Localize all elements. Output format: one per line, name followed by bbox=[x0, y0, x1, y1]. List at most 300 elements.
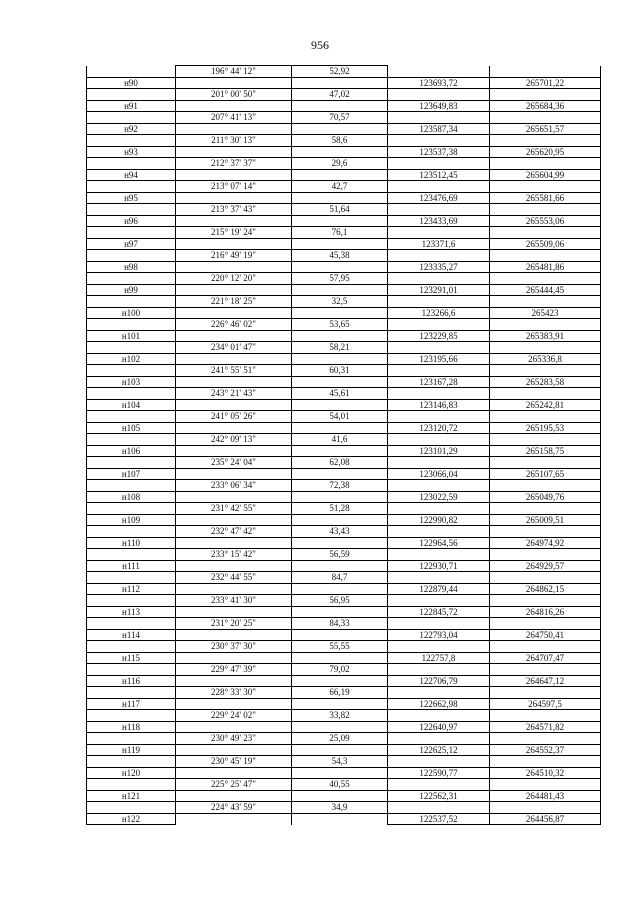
point-cell bbox=[87, 89, 176, 101]
x-coordinate-cell: 123291,01 bbox=[388, 284, 490, 296]
angle-cell bbox=[176, 307, 292, 319]
distance-cell: 55,55 bbox=[292, 641, 388, 653]
distance-cell: 57,95 bbox=[292, 273, 388, 285]
point-row bbox=[87, 330, 601, 342]
y-coordinate-cell bbox=[490, 595, 601, 607]
angle-cell bbox=[176, 606, 292, 618]
point-row bbox=[87, 629, 601, 641]
x-coordinate-cell bbox=[388, 618, 490, 630]
point-row bbox=[87, 215, 601, 227]
point-cell bbox=[87, 158, 176, 170]
segment-row bbox=[87, 388, 601, 400]
y-coordinate-cell bbox=[490, 641, 601, 653]
segment-row bbox=[87, 733, 601, 745]
point-cell: н91 bbox=[87, 100, 176, 112]
x-coordinate-cell: 123587,34 bbox=[388, 123, 490, 135]
x-coordinate-cell: 122537,52 bbox=[388, 813, 490, 825]
point-cell bbox=[87, 135, 176, 147]
segment-row bbox=[87, 802, 601, 814]
distance-cell: 56,59 bbox=[292, 549, 388, 561]
distance-cell: 45,61 bbox=[292, 388, 388, 400]
point-row bbox=[87, 606, 601, 618]
point-row bbox=[87, 537, 601, 549]
point-cell: н117 bbox=[87, 698, 176, 710]
x-coordinate-cell: 122930,71 bbox=[388, 560, 490, 572]
distance-cell bbox=[292, 307, 388, 319]
y-coordinate-cell bbox=[490, 365, 601, 377]
angle-cell bbox=[176, 215, 292, 227]
point-row bbox=[87, 468, 601, 480]
x-coordinate-cell bbox=[388, 204, 490, 216]
angle-cell: 243° 21' 43" bbox=[176, 388, 292, 400]
point-row bbox=[87, 169, 601, 181]
point-row bbox=[87, 767, 601, 779]
point-cell: н116 bbox=[87, 675, 176, 687]
angle-cell bbox=[176, 698, 292, 710]
distance-cell: 51,64 bbox=[292, 204, 388, 216]
y-coordinate-cell: 264862,15 bbox=[490, 583, 601, 595]
angle-cell: 233° 06' 34" bbox=[176, 480, 292, 492]
angle-cell: 221° 18' 25" bbox=[176, 296, 292, 308]
angle-cell bbox=[176, 790, 292, 802]
angle-cell bbox=[176, 261, 292, 273]
segment-row bbox=[87, 595, 601, 607]
coordinates-table bbox=[86, 65, 601, 825]
distance-cell bbox=[292, 675, 388, 687]
point-cell: н99 bbox=[87, 284, 176, 296]
segment-row bbox=[87, 135, 601, 147]
x-coordinate-cell: 123167,28 bbox=[388, 376, 490, 388]
segment-row bbox=[87, 480, 601, 492]
angle-cell bbox=[176, 238, 292, 250]
point-cell bbox=[87, 250, 176, 262]
segment-row bbox=[87, 158, 601, 170]
y-coordinate-cell: 265553,06 bbox=[490, 215, 601, 227]
angle-cell: 230° 49' 23" bbox=[176, 733, 292, 745]
point-cell bbox=[87, 595, 176, 607]
point-cell: н100 bbox=[87, 307, 176, 319]
y-coordinate-cell bbox=[490, 618, 601, 630]
angle-cell bbox=[176, 652, 292, 664]
y-coordinate-cell bbox=[490, 733, 601, 745]
point-row bbox=[87, 583, 601, 595]
point-row bbox=[87, 445, 601, 457]
x-coordinate-cell bbox=[388, 434, 490, 446]
x-coordinate-cell bbox=[388, 480, 490, 492]
y-coordinate-cell: 265701,22 bbox=[490, 77, 601, 89]
point-cell: н95 bbox=[87, 192, 176, 204]
x-coordinate-cell bbox=[388, 250, 490, 262]
point-cell bbox=[87, 572, 176, 584]
y-coordinate-cell: 264974,92 bbox=[490, 537, 601, 549]
distance-cell: 54,01 bbox=[292, 411, 388, 423]
point-cell: н90 bbox=[87, 77, 176, 89]
angle-cell: 213° 37' 43" bbox=[176, 204, 292, 216]
distance-cell bbox=[292, 422, 388, 434]
distance-cell bbox=[292, 169, 388, 181]
point-cell bbox=[87, 779, 176, 791]
x-coordinate-cell bbox=[388, 664, 490, 676]
y-coordinate-cell bbox=[490, 779, 601, 791]
point-cell: н98 bbox=[87, 261, 176, 273]
x-coordinate-cell bbox=[388, 112, 490, 124]
distance-cell: 42,7 bbox=[292, 181, 388, 193]
distance-cell: 60,31 bbox=[292, 365, 388, 377]
segment-row bbox=[87, 687, 601, 699]
x-coordinate-cell: 123512,45 bbox=[388, 169, 490, 181]
angle-cell bbox=[176, 629, 292, 641]
y-coordinate-cell bbox=[490, 158, 601, 170]
x-coordinate-cell bbox=[388, 710, 490, 722]
x-coordinate-cell bbox=[388, 549, 490, 561]
y-coordinate-cell: 264750,41 bbox=[490, 629, 601, 641]
point-cell bbox=[87, 181, 176, 193]
point-row bbox=[87, 284, 601, 296]
point-cell bbox=[87, 618, 176, 630]
segment-row bbox=[87, 250, 601, 262]
segment-row bbox=[87, 89, 601, 101]
distance-cell: 40,55 bbox=[292, 779, 388, 791]
distance-cell bbox=[292, 284, 388, 296]
x-coordinate-cell: 123120,72 bbox=[388, 422, 490, 434]
point-cell bbox=[87, 365, 176, 377]
y-coordinate-cell bbox=[490, 480, 601, 492]
y-coordinate-cell: 265423 bbox=[490, 307, 601, 319]
y-coordinate-cell: 265283,58 bbox=[490, 376, 601, 388]
point-cell bbox=[87, 296, 176, 308]
segment-row bbox=[87, 779, 601, 791]
point-row bbox=[87, 146, 601, 158]
y-coordinate-cell bbox=[490, 710, 601, 722]
angle-cell: 201° 00' 50" bbox=[176, 89, 292, 101]
y-coordinate-cell bbox=[490, 135, 601, 147]
angle-cell bbox=[176, 537, 292, 549]
x-coordinate-cell bbox=[388, 365, 490, 377]
angle-cell bbox=[176, 169, 292, 181]
point-cell: н102 bbox=[87, 353, 176, 365]
x-coordinate-cell: 122625,12 bbox=[388, 744, 490, 756]
distance-cell: 66,19 bbox=[292, 687, 388, 699]
segment-row bbox=[87, 526, 601, 538]
x-coordinate-cell bbox=[388, 503, 490, 515]
point-row bbox=[87, 675, 601, 687]
distance-cell bbox=[292, 77, 388, 89]
y-coordinate-cell bbox=[490, 503, 601, 515]
point-cell: н104 bbox=[87, 399, 176, 411]
angle-cell bbox=[176, 353, 292, 365]
x-coordinate-cell bbox=[388, 273, 490, 285]
x-coordinate-cell bbox=[388, 411, 490, 423]
y-coordinate-cell: 265383,91 bbox=[490, 330, 601, 342]
point-row bbox=[87, 491, 601, 503]
point-row bbox=[87, 353, 601, 365]
y-coordinate-cell bbox=[490, 526, 601, 538]
point-cell bbox=[87, 710, 176, 722]
distance-cell bbox=[292, 721, 388, 733]
angle-cell: 224° 43' 59" bbox=[176, 802, 292, 814]
x-coordinate-cell: 122845,72 bbox=[388, 606, 490, 618]
x-coordinate-cell: 122640,97 bbox=[388, 721, 490, 733]
distance-cell: 43,43 bbox=[292, 526, 388, 538]
y-coordinate-cell bbox=[490, 388, 601, 400]
x-coordinate-cell bbox=[388, 733, 490, 745]
x-coordinate-cell: 123537,38 bbox=[388, 146, 490, 158]
distance-cell bbox=[292, 537, 388, 549]
distance-cell bbox=[292, 330, 388, 342]
point-cell bbox=[87, 434, 176, 446]
distance-cell bbox=[292, 583, 388, 595]
point-cell: н113 bbox=[87, 606, 176, 618]
angle-cell bbox=[176, 123, 292, 135]
point-row bbox=[87, 261, 601, 273]
segment-row bbox=[87, 342, 601, 354]
point-cell bbox=[87, 526, 176, 538]
angle-cell bbox=[176, 560, 292, 572]
distance-cell bbox=[292, 514, 388, 526]
x-coordinate-cell: 123195,66 bbox=[388, 353, 490, 365]
point-row bbox=[87, 721, 601, 733]
angle-cell: 232° 47' 42" bbox=[176, 526, 292, 538]
x-coordinate-cell: 123066,04 bbox=[388, 468, 490, 480]
x-coordinate-cell: 123146,83 bbox=[388, 399, 490, 411]
point-cell bbox=[87, 641, 176, 653]
point-cell: н108 bbox=[87, 491, 176, 503]
y-coordinate-cell bbox=[490, 181, 601, 193]
distance-cell: 56,95 bbox=[292, 595, 388, 607]
angle-cell bbox=[176, 813, 292, 825]
x-coordinate-cell bbox=[388, 227, 490, 239]
point-row bbox=[87, 376, 601, 388]
y-coordinate-cell: 264510,32 bbox=[490, 767, 601, 779]
point-cell bbox=[87, 342, 176, 354]
x-coordinate-cell bbox=[388, 89, 490, 101]
point-row bbox=[87, 192, 601, 204]
angle-cell: 231° 20' 25" bbox=[176, 618, 292, 630]
angle-cell: 229° 24' 02" bbox=[176, 710, 292, 722]
x-coordinate-cell: 123649,83 bbox=[388, 100, 490, 112]
distance-cell: 25,09 bbox=[292, 733, 388, 745]
angle-cell: 226° 46' 02" bbox=[176, 319, 292, 331]
point-cell: н118 bbox=[87, 721, 176, 733]
point-cell: н101 bbox=[87, 330, 176, 342]
point-row bbox=[87, 744, 601, 756]
y-coordinate-cell: 264597,5 bbox=[490, 698, 601, 710]
angle-cell bbox=[176, 468, 292, 480]
segment-row bbox=[87, 503, 601, 515]
angle-cell bbox=[176, 330, 292, 342]
coordinates-table-body bbox=[87, 66, 601, 825]
x-coordinate-cell bbox=[388, 595, 490, 607]
x-coordinate-cell: 122562,31 bbox=[388, 790, 490, 802]
distance-cell: 54,3 bbox=[292, 756, 388, 768]
y-coordinate-cell: 265195,53 bbox=[490, 422, 601, 434]
x-coordinate-cell bbox=[388, 687, 490, 699]
distance-cell bbox=[292, 445, 388, 457]
angle-cell: 233° 15' 42" bbox=[176, 549, 292, 561]
point-cell: н105 bbox=[87, 422, 176, 434]
distance-cell bbox=[292, 123, 388, 135]
distance-cell: 32,5 bbox=[292, 296, 388, 308]
y-coordinate-cell: 264456,87 bbox=[490, 813, 601, 825]
angle-cell: 215° 19' 24" bbox=[176, 227, 292, 239]
y-coordinate-cell: 264647,12 bbox=[490, 675, 601, 687]
distance-cell: 76,1 bbox=[292, 227, 388, 239]
point-cell bbox=[87, 227, 176, 239]
angle-cell bbox=[176, 491, 292, 503]
segment-row bbox=[87, 618, 601, 630]
x-coordinate-cell: 123229,85 bbox=[388, 330, 490, 342]
angle-cell bbox=[176, 192, 292, 204]
x-coordinate-cell: 123335,27 bbox=[388, 261, 490, 273]
distance-cell bbox=[292, 192, 388, 204]
point-cell bbox=[87, 388, 176, 400]
angle-cell bbox=[176, 100, 292, 112]
distance-cell: 41,6 bbox=[292, 434, 388, 446]
x-coordinate-cell: 122964,56 bbox=[388, 537, 490, 549]
x-coordinate-cell: 122706,79 bbox=[388, 675, 490, 687]
point-cell bbox=[87, 802, 176, 814]
y-coordinate-cell bbox=[490, 457, 601, 469]
distance-cell bbox=[292, 376, 388, 388]
distance-cell bbox=[292, 468, 388, 480]
segment-row bbox=[87, 664, 601, 676]
y-coordinate-cell: 264816,26 bbox=[490, 606, 601, 618]
angle-cell bbox=[176, 422, 292, 434]
angle-cell bbox=[176, 284, 292, 296]
y-coordinate-cell bbox=[490, 687, 601, 699]
x-coordinate-cell bbox=[388, 756, 490, 768]
y-coordinate-cell: 265620,95 bbox=[490, 146, 601, 158]
point-row bbox=[87, 238, 601, 250]
x-coordinate-cell: 123266,6 bbox=[388, 307, 490, 319]
point-cell: н106 bbox=[87, 445, 176, 457]
distance-cell: 84,33 bbox=[292, 618, 388, 630]
y-coordinate-cell: 265444,45 bbox=[490, 284, 601, 296]
x-coordinate-cell: 123101,29 bbox=[388, 445, 490, 457]
point-cell bbox=[87, 549, 176, 561]
distance-cell: 79,02 bbox=[292, 664, 388, 676]
point-row bbox=[87, 399, 601, 411]
segment-row bbox=[87, 572, 601, 584]
distance-cell: 62,08 bbox=[292, 457, 388, 469]
y-coordinate-cell: 264571,82 bbox=[490, 721, 601, 733]
segment-row bbox=[87, 411, 601, 423]
y-coordinate-cell: 265242,81 bbox=[490, 399, 601, 411]
point-row bbox=[87, 698, 601, 710]
x-coordinate-cell: 123476,69 bbox=[388, 192, 490, 204]
point-row bbox=[87, 560, 601, 572]
point-cell bbox=[87, 687, 176, 699]
point-cell: н96 bbox=[87, 215, 176, 227]
x-coordinate-cell bbox=[388, 66, 490, 78]
angle-cell: 225° 25' 47" bbox=[176, 779, 292, 791]
y-coordinate-cell bbox=[490, 756, 601, 768]
y-coordinate-cell bbox=[490, 572, 601, 584]
point-cell: н111 bbox=[87, 560, 176, 572]
angle-cell: 230° 37' 30" bbox=[176, 641, 292, 653]
distance-cell bbox=[292, 767, 388, 779]
point-cell: н97 bbox=[87, 238, 176, 250]
y-coordinate-cell bbox=[490, 319, 601, 331]
segment-row bbox=[87, 457, 601, 469]
y-coordinate-cell bbox=[490, 66, 601, 78]
distance-cell: 52,92 bbox=[292, 66, 388, 78]
x-coordinate-cell bbox=[388, 135, 490, 147]
segment-row bbox=[87, 66, 601, 78]
point-row bbox=[87, 307, 601, 319]
angle-cell: 207° 41' 13" bbox=[176, 112, 292, 124]
distance-cell bbox=[292, 491, 388, 503]
distance-cell bbox=[292, 698, 388, 710]
segment-row bbox=[87, 112, 601, 124]
distance-cell bbox=[292, 353, 388, 365]
angle-cell bbox=[176, 77, 292, 89]
point-cell: н121 bbox=[87, 790, 176, 802]
angle-cell: 220° 12' 20" bbox=[176, 273, 292, 285]
segment-row bbox=[87, 756, 601, 768]
point-row bbox=[87, 790, 601, 802]
x-coordinate-cell: 122757,8 bbox=[388, 652, 490, 664]
y-coordinate-cell bbox=[490, 549, 601, 561]
distance-cell bbox=[292, 238, 388, 250]
distance-cell bbox=[292, 100, 388, 112]
y-coordinate-cell bbox=[490, 204, 601, 216]
point-cell: н103 bbox=[87, 376, 176, 388]
distance-cell bbox=[292, 813, 388, 825]
angle-cell: 235° 24' 04" bbox=[176, 457, 292, 469]
x-coordinate-cell: 122879,44 bbox=[388, 583, 490, 595]
point-cell bbox=[87, 411, 176, 423]
segment-row bbox=[87, 710, 601, 722]
y-coordinate-cell bbox=[490, 411, 601, 423]
x-coordinate-cell bbox=[388, 779, 490, 791]
point-cell: н94 bbox=[87, 169, 176, 181]
point-cell: н110 bbox=[87, 537, 176, 549]
point-cell bbox=[87, 733, 176, 745]
segment-row bbox=[87, 365, 601, 377]
angle-cell: 242° 09' 13" bbox=[176, 434, 292, 446]
x-coordinate-cell bbox=[388, 572, 490, 584]
x-coordinate-cell bbox=[388, 296, 490, 308]
angle-cell: 196° 44' 12" bbox=[176, 66, 292, 78]
distance-cell: 70,57 bbox=[292, 112, 388, 124]
distance-cell: 29,6 bbox=[292, 158, 388, 170]
x-coordinate-cell bbox=[388, 457, 490, 469]
y-coordinate-cell: 265107,65 bbox=[490, 468, 601, 480]
distance-cell: 53,65 bbox=[292, 319, 388, 331]
page-number: 956 bbox=[311, 38, 329, 52]
angle-cell: 231° 42' 55" bbox=[176, 503, 292, 515]
x-coordinate-cell: 122793,04 bbox=[388, 629, 490, 641]
distance-cell bbox=[292, 215, 388, 227]
angle-cell: 213° 07' 14" bbox=[176, 181, 292, 193]
y-coordinate-cell bbox=[490, 342, 601, 354]
y-coordinate-cell: 265684,36 bbox=[490, 100, 601, 112]
point-row bbox=[87, 100, 601, 112]
y-coordinate-cell: 265049,76 bbox=[490, 491, 601, 503]
segment-row bbox=[87, 319, 601, 331]
distance-cell bbox=[292, 261, 388, 273]
angle-cell: 216° 49' 19" bbox=[176, 250, 292, 262]
distance-cell bbox=[292, 606, 388, 618]
x-coordinate-cell bbox=[388, 802, 490, 814]
distance-cell: 47,02 bbox=[292, 89, 388, 101]
y-coordinate-cell bbox=[490, 112, 601, 124]
distance-cell: 33,82 bbox=[292, 710, 388, 722]
distance-cell bbox=[292, 744, 388, 756]
y-coordinate-cell: 265158,75 bbox=[490, 445, 601, 457]
y-coordinate-cell bbox=[490, 273, 601, 285]
